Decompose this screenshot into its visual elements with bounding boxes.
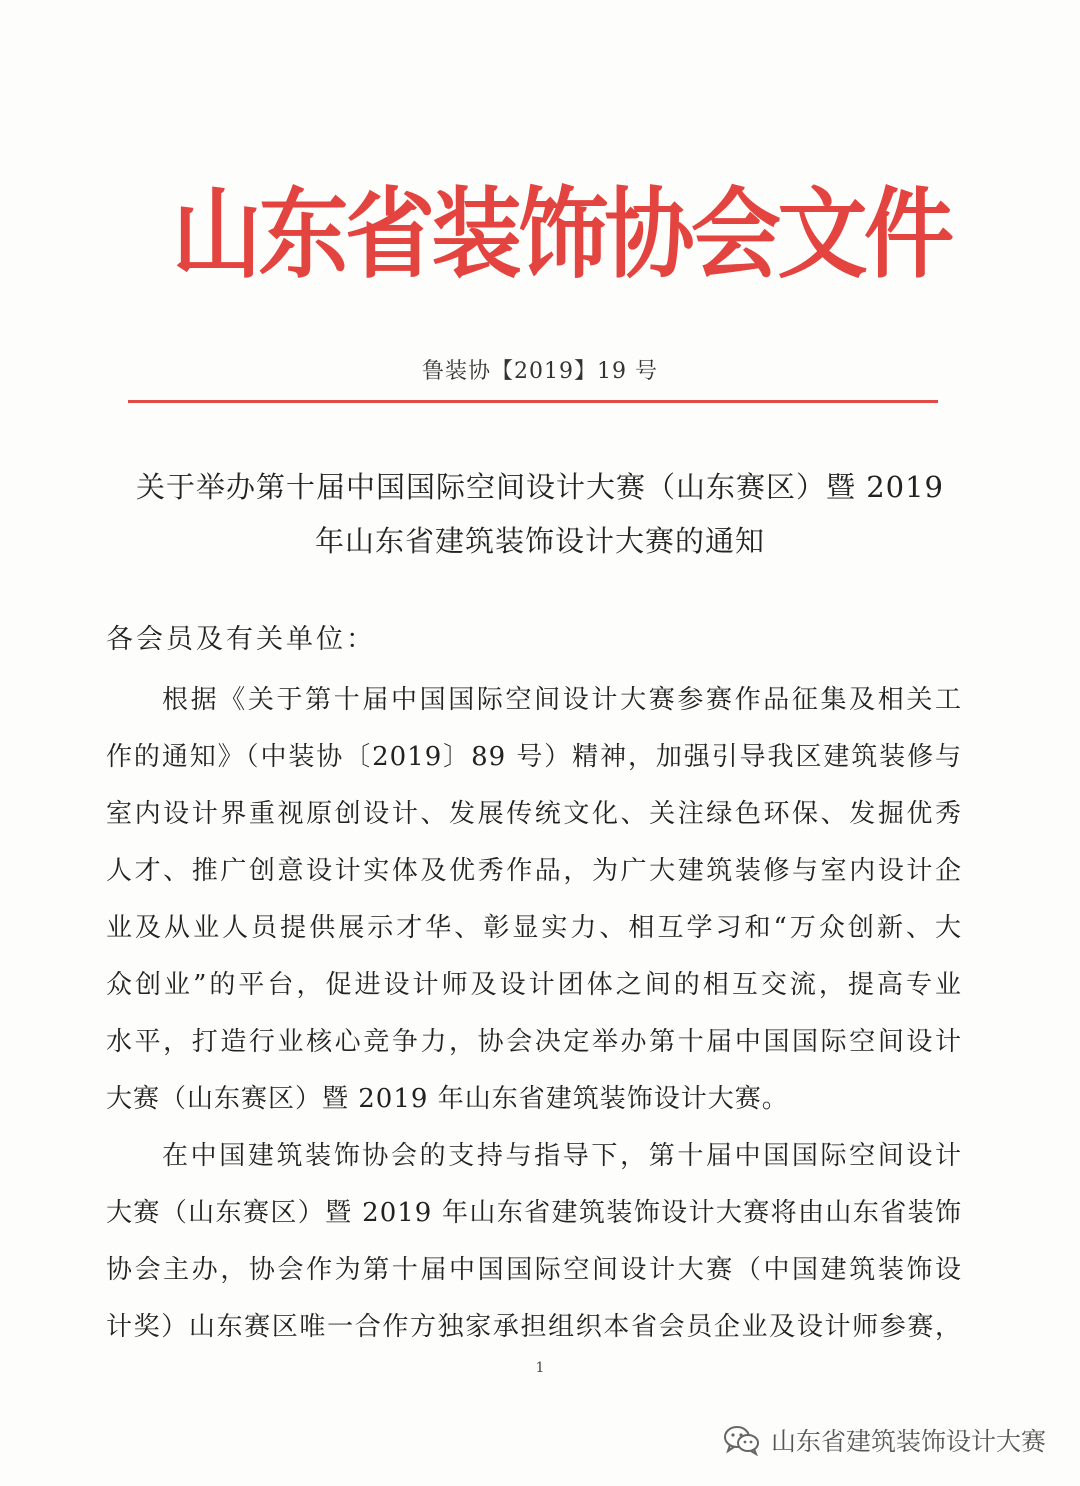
body-line: 大赛（山东赛区）暨 2019 年山东省建筑装饰设计大赛将由山东省装饰 xyxy=(106,1198,962,1228)
body-line: 众创业”的平台，促进设计师及设计团体之间的相互交流，提高专业 xyxy=(106,970,962,1000)
notice-title-line-1: 关于举办第十届中国国际空间设计大赛（山东赛区）暨 2019 xyxy=(135,470,945,504)
red-divider-line xyxy=(128,400,938,403)
document-number: 鲁装协【2019】19 号 xyxy=(422,359,658,384)
page-number: 1 xyxy=(535,1360,545,1376)
watermark xyxy=(723,1418,1046,1462)
watermark-text: 山东省建筑装饰设计大赛 xyxy=(770,1427,1046,1456)
notice-title xyxy=(105,460,975,568)
body-line: 在中国建筑装饰协会的支持与指导下，第十届中国国际空间设计 xyxy=(162,1141,962,1171)
body-line: 协会主办，协会作为第十届中国国际空间设计大赛（中国建筑装饰设 xyxy=(106,1255,962,1285)
body-text xyxy=(106,672,962,1356)
body-line: 业及从业人员提供展示才华、彰显实力、相互学习和“万众创新、大 xyxy=(106,913,962,943)
body-line: 作的通知》（中装协〔2019〕89 号）精神，加强引导我区建筑装修与 xyxy=(106,742,962,772)
body-line: 根据《关于第十届中国国际空间设计大赛参赛作品征集及相关工 xyxy=(162,685,962,715)
masthead-title: 山东省装饰协会文件 xyxy=(172,178,951,292)
body-line: 计奖）山东赛区唯一合作方独家承担组织本省会员企业及设计师参赛， xyxy=(106,1312,962,1342)
body-line: 室内设计界重视原创设计、发展传统文化、关注绿色环保、发掘优秀 xyxy=(106,799,962,829)
body-line: 大赛（山东赛区）暨 2019 年山东省建筑装饰设计大赛。 xyxy=(106,1084,789,1114)
wechat-icon xyxy=(723,1424,761,1456)
notice-title-line-2: 年山东省建筑装饰设计大赛的通知 xyxy=(314,524,765,558)
body-line: 人才、推广创意设计实体及优秀作品，为广大建筑装修与室内设计企 xyxy=(106,856,962,886)
salutation: 各会员及有关单位： xyxy=(106,624,376,655)
body-line: 水平，打造行业核心竞争力，协会决定举办第十届中国国际空间设计 xyxy=(106,1027,962,1057)
